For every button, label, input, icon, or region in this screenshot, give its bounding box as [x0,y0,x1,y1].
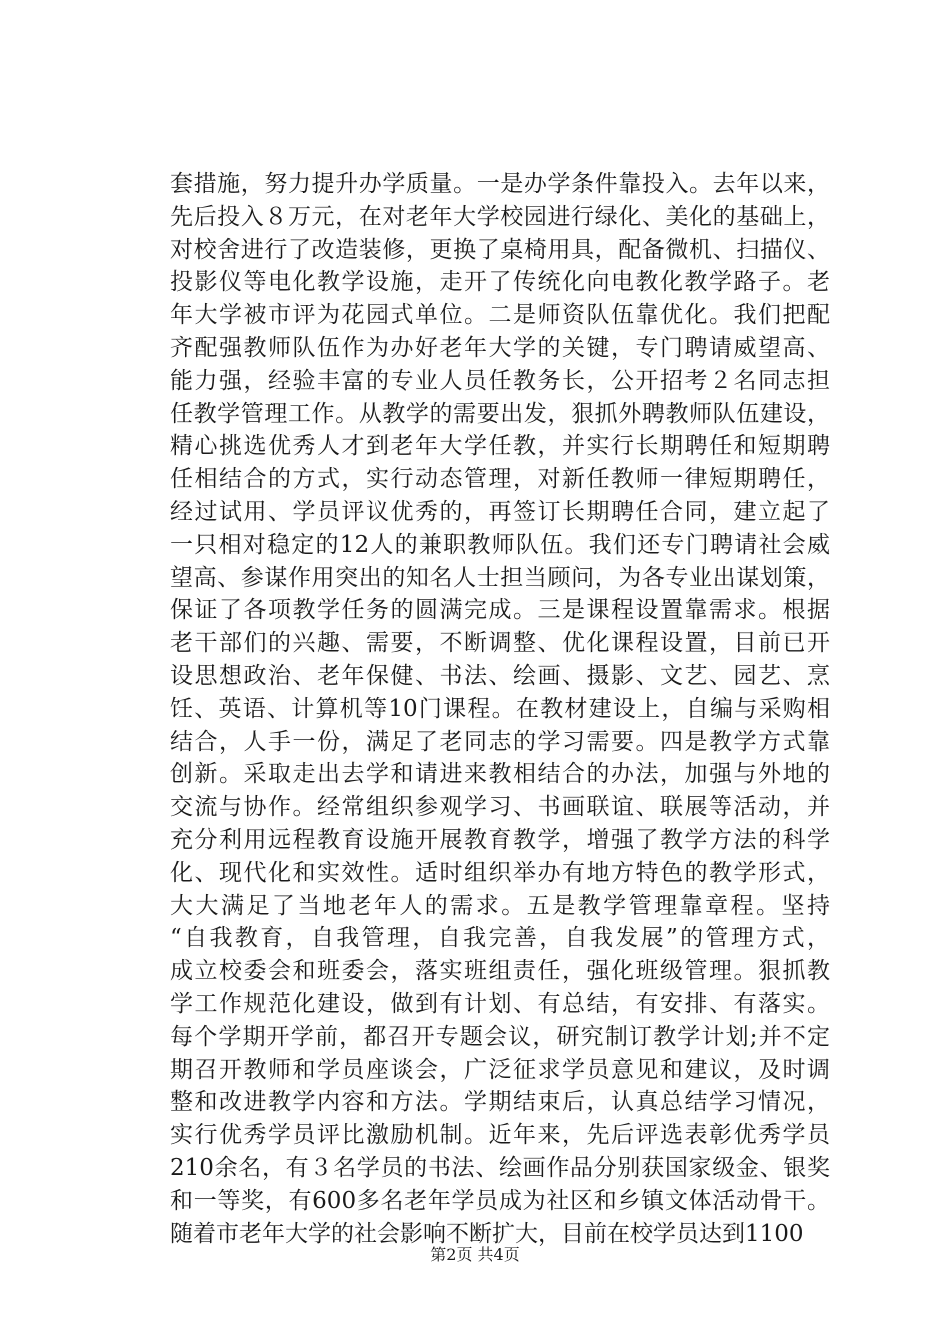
text-line: 一只相对稳定的12人的兼职教师队伍。我们还专门聘请社会威 [170,531,830,558]
text-line: 望高、参谋作用突出的知名人士担当顾问，为各专业出谋划策， [170,564,830,591]
text-line: 齐配强教师队伍作为办好老年大学的关键，专门聘请威望高、 [170,334,830,361]
text-line: 结合，人手一份，满足了老同志的学习需要。四是教学方式靠 [170,728,830,755]
body-text [170,168,830,1250]
text-line: 精心挑选优秀人才到老年大学任教，并实行长期聘任和短期聘 [170,433,830,460]
text-line: 老干部们的兴趣、需要，不断调整、优化课程设置，目前已开 [170,630,830,657]
text-line: 整和改进教学内容和方法。学期结束后，认真总结学习情况， [170,1089,830,1116]
text-line: 210余名，有３名学员的书法、绘画作品分别获国家级金、银奖 [170,1154,830,1181]
text-line: 年大学被市评为花园式单位。二是师资队伍靠优化。我们把配 [170,302,830,329]
text-line: 任教学管理工作。从教学的需要出发，狠抓外聘教师队伍建设， [170,400,830,427]
text-line: 期召开教师和学员座谈会，广泛征求学员意见和建议，及时调 [170,1056,830,1083]
text-line: 套措施，努力提升办学质量。一是办学条件靠投入。去年以来， [170,171,830,197]
page-number-label: 第2页 共4页 [430,1245,520,1264]
text-line: 先后投入８万元，在对老年大学校园进行绿化、美化的基础上， [170,203,830,230]
text-line: 饪、英语、计算机等10门课程。在教材建设上，自编与采购相 [170,695,830,722]
text-line: 实行优秀学员评比激励机制。近年来，先后评选表彰优秀学员 [170,1122,830,1149]
text-line: 和一等奖，有600多名老年学员成为社区和乡镇文体活动骨干。 [170,1187,830,1214]
text-line: 交流与协作。经常组织参观学习、书画联谊、联展等活动，并 [170,794,830,821]
text-line: 大大满足了当地老年人的需求。五是教学管理靠章程。坚持 [170,892,830,919]
text-line: 学工作规范化建设，做到有计划、有总结，有安排、有落实。 [170,990,830,1017]
text-line: 设思想政治、老年保健、书法、绘画、摄影、文艺、园艺、烹 [170,662,830,689]
text-line: 成立校委会和班委会，落实班组责任，强化班级管理。狠抓教 [170,958,830,985]
text-line: “自我教育，自我管理，自我完善，自我发展”的管理方式， [170,925,830,952]
text-line: 任相结合的方式，实行动态管理，对新任教师一律短期聘任， [170,466,830,493]
text-line: 随着市老年大学的社会影响不断扩大，目前在校学员达到1100 [170,1220,804,1247]
page-footer [0,1245,950,1265]
text-line: 化、现代化和实效性。适时组织举办有地方特色的教学形式， [170,859,830,886]
text-line: 能力强，经验丰富的专业人员任教务长，公开招考２名同志担 [170,367,830,394]
text-line: 对校舍进行了改造装修，更换了桌椅用具，配备微机、扫描仪、 [170,236,830,263]
text-line: 保证了各项教学任务的圆满完成。三是课程设置靠需求。根据 [170,597,830,624]
text-line: 经过试用、学员评议优秀的，再签订长期聘任合同，建立起了 [170,498,830,525]
text-line: 充分利用远程教育设施开展教育教学，增强了教学方法的科学 [170,826,830,853]
text-line: 每个学期开学前，都召开专题会议，研究制订教学计划;并不定 [170,1023,830,1050]
text-line: 创新。采取走出去学和请进来教相结合的办法，加强与外地的 [170,761,830,788]
text-line: 投影仪等电化教学设施，走开了传统化向电教化教学路子。老 [170,269,830,296]
